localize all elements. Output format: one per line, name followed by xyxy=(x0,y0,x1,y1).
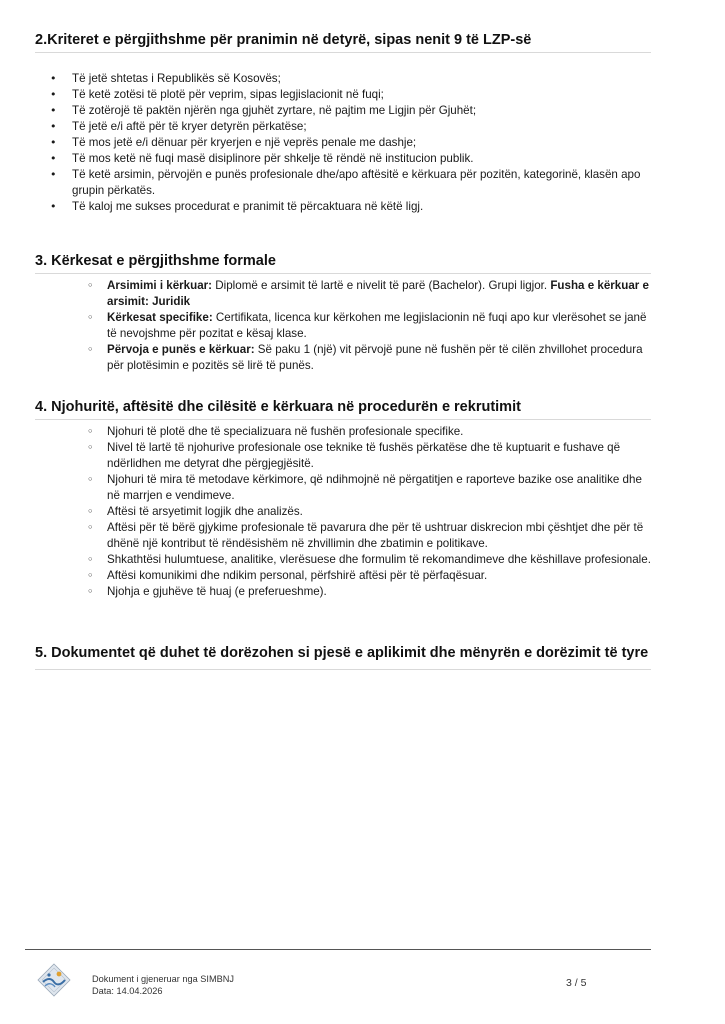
list-item: • Të zotërojë të paktën njërën nga gjuhët zyrtare, në pajtim me Ligjin për Gjuhët; xyxy=(35,103,651,119)
list-item: ◦ Shkathtësi hulumtuese, analitike, vlerësuese dhe formulim të rekomandimeve dhe këshillave profesionale. xyxy=(35,552,651,568)
page-number: 3 / 5 xyxy=(566,977,587,989)
item-label: Kërkesat specifike: xyxy=(107,311,213,324)
footer-date: Data: 14.04.2026 xyxy=(92,986,163,996)
section-heading: 4. Njohuritë, aftësitë dhe cilësitë e kërkuara në procedurën e rekrutimit xyxy=(35,398,651,420)
list-item: • Të jetë e/i aftë për të kryer detyrën përkatëse; xyxy=(35,119,651,135)
item-text: Certifikata, licenca kur kërkohen me legjislacionin në fuqi apo kur vlerësohet se janë të nevojshme për pozitat e kësaj klase. xyxy=(107,311,647,340)
section-knowledge-skills xyxy=(35,398,651,600)
section-heading: 5. Dokumentet që duhet të dorëzohen si pjesë e aplikimit dhe mënyrën e dorëzimit të tyre xyxy=(35,644,651,670)
list-item: ◦ Njohuri të plotë dhe të specializuara në fushën profesionale specifike. xyxy=(35,424,651,440)
item-text: Së paku 1 (një) vit përvojë pune në fushën për të cilën zhvillohet procedura për plotësimin e pozitës së lirë të punës. xyxy=(107,343,643,372)
section-documents xyxy=(35,644,651,670)
list-item: • Të jetë shtetas i Republikës së Kosovës; xyxy=(35,71,651,87)
list-item: • Të ketë zotësi të plotë për veprim, sipas legjislacionit në fuqi; xyxy=(35,87,651,103)
list-item: • Të mos ketë në fuqi masë disiplinore për shkelje të rëndë në institucion publik. xyxy=(35,151,651,167)
section-heading: 3. Kërkesat e përgjithshme formale xyxy=(35,252,651,274)
footer-info xyxy=(92,973,234,997)
list-item: ◦ Nivel të lartë të njohurive profesionale ose teknike të fushës përkatëse dhe të kuptuarit e fushave që ndërlidhen me detyrat dhe përgjegjësitë. xyxy=(35,440,651,472)
list-item: ◦ Aftësi komunikimi dhe ndikim personal, përfshirë aftësi për të përfaqësuar. xyxy=(35,568,651,584)
item-label: Arsimimi i kërkuar: xyxy=(107,279,213,292)
list-item: ◦ Njohuri të mira të metodave kërkimore, që ndihmojnë në përgatitjen e raporteve bazike ose analitike dhe në marrjen e vendimeve. xyxy=(35,472,651,504)
requirements-list xyxy=(35,278,651,374)
list-item: ◦ Aftësi të arsyetimit logjik dhe analizës. xyxy=(35,504,651,520)
section-heading: 2.Kriteret e përgjithshme për pranimin në detyrë, sipas nenit 9 të LZP-së xyxy=(35,31,651,53)
skills-list xyxy=(35,424,651,600)
item-label: Fusha e kërkuar e arsimit: Juridik xyxy=(107,279,649,308)
item-label: Përvoja e punës e kërkuar: xyxy=(107,343,255,356)
list-item: ◦ Njohja e gjuhëve të huaj (e preferueshme). xyxy=(35,584,651,600)
list-item xyxy=(35,342,651,374)
section-general-criteria xyxy=(35,31,651,215)
footer-divider xyxy=(25,949,651,950)
list-item xyxy=(35,310,651,342)
simbnj-logo-icon xyxy=(36,962,72,998)
generated-by-text: Dokument i gjeneruar nga SIMBNJ xyxy=(92,974,234,984)
criteria-list xyxy=(35,71,651,215)
list-item xyxy=(35,278,651,310)
item-text: Diplomë e arsimit të lartë e nivelit të parë (Bachelor). Grupi ligjor. xyxy=(212,279,551,292)
list-item: • Të mos jetë e/i dënuar për kryerjen e një veprës penale me dashje; xyxy=(35,135,651,151)
list-item: • Të kaloj me sukses procedurat e pranimit të përcaktuara në këtë ligj. xyxy=(35,199,651,215)
list-item: • Të ketë arsimin, përvojën e punës profesionale dhe/apo aftësitë e kërkuara për pozitën, kategorinë, klasën apo grupin përkatës. xyxy=(35,167,651,199)
section-formal-requirements xyxy=(35,252,651,374)
list-item: ◦ Aftësi për të bërë gjykime profesionale të pavarura dhe për të ushtruar diskrecion mbi çështjet dhe për të dhënë një kontribut të rëndësishëm në zhvillimin dhe zbatimin e politikave. xyxy=(35,520,651,552)
